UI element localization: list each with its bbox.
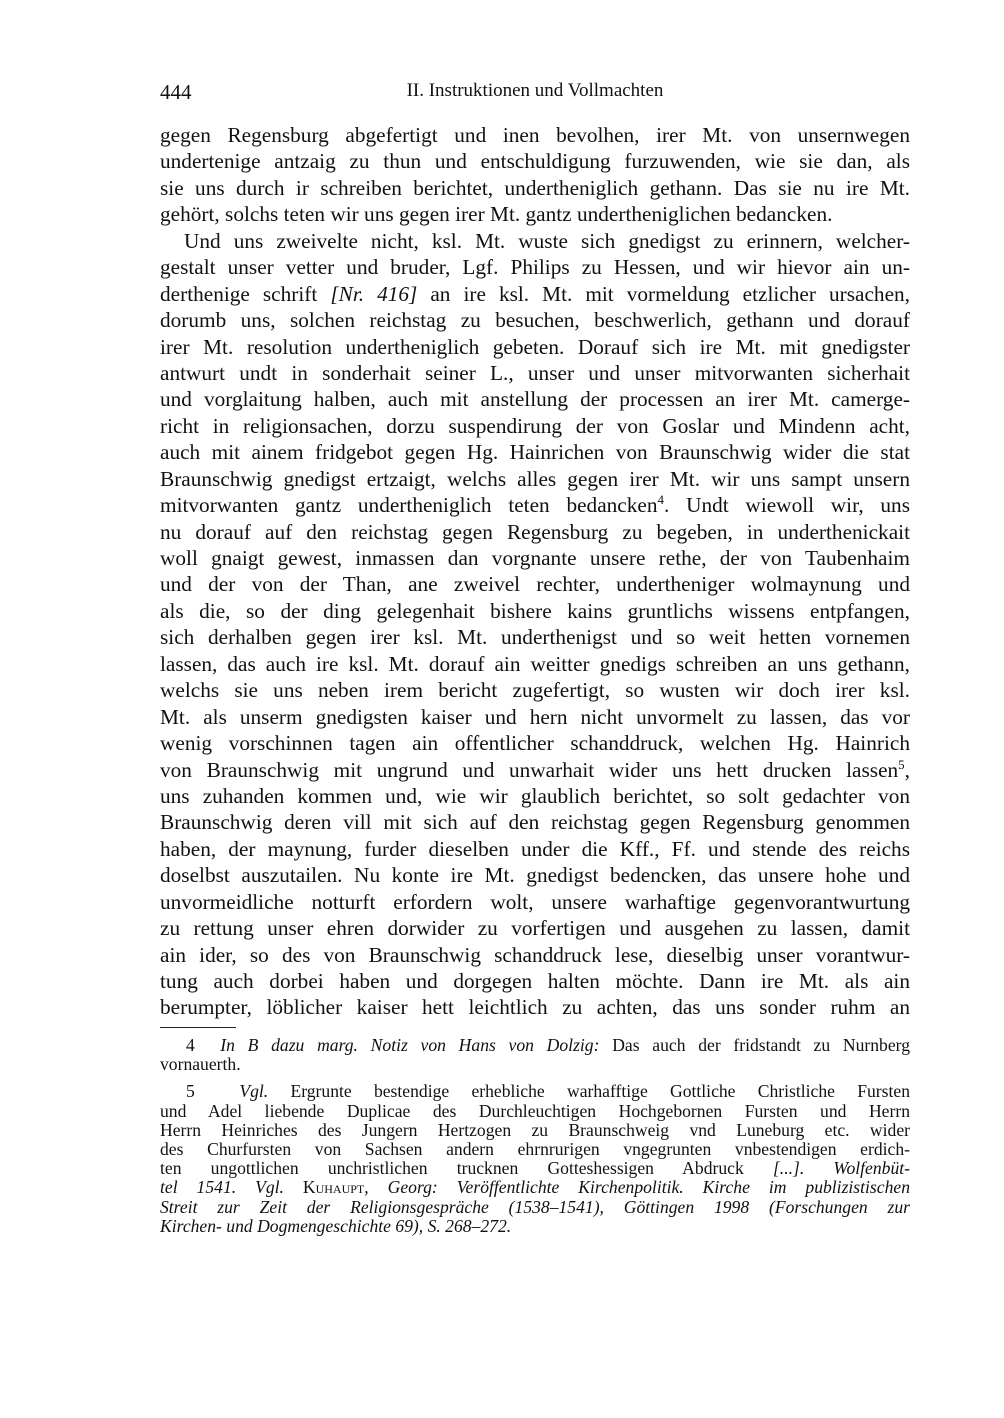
text-line: zu rettung unser ehren dorwider zu vorfertigen und ausgehen zu lassen, damit <box>160 916 910 941</box>
main-text <box>160 122 910 1021</box>
text-line: uns zuhanden kommen und, wie wir glaublich berichtet, so solt gedachter von <box>160 783 910 808</box>
text-line: unvormeidliche notturft erfordern wolt, unsere warhaftige gegenvorantwurtung <box>160 889 910 914</box>
footnote-text: ten ungottlichen unchristlichen trucknen Gotteshessigen Abdruck <box>160 1159 773 1179</box>
footnote-line <box>160 1178 910 1197</box>
text-line: gehört, solchs teten wir uns gegen irer Mt. gantz undertheniglichen bedancken. <box>160 202 833 227</box>
footnote-italic: [...]. Wolfenbüt- <box>772 1159 910 1179</box>
text-line: sie uns durch ir schreiben berichtet, undertheniglich gethann. Das sie nu ire Mt. <box>160 175 910 200</box>
text-line: derthenige schrift [Nr. 416] an ire ksl. Mt. mit vormeldung etzlicher ursachen, <box>160 281 910 306</box>
footnote-line <box>160 1198 910 1217</box>
footnote-line <box>160 1159 910 1178</box>
text-line: Und uns zweivelte nicht, ksl. Mt. wuste sich gnedigst zu erinnern, welcher- <box>184 228 910 253</box>
text-line: sich derhalben gegen irer ksl. Mt. underthenigst und so weit hetten vornemen <box>160 625 910 650</box>
text-line: dorumb uns, solchen reichstag zu besuchen, beschwerlich, gethann und dorauf <box>160 308 910 333</box>
footnote-5 <box>160 1082 910 1101</box>
footnote-line: des Churfursten von Sachsen andern ehrnrurigen vngegrunten vnbestendigen erdich- <box>160 1139 910 1159</box>
text-line: woll gnaigt gewest, inmassen dan vorgnante unsere rethe, der von Taubenhaim <box>160 546 910 570</box>
footnote-lead: In B dazu marg. Notiz von Hans von Dolzig: <box>220 1036 600 1055</box>
text-line: undertenige antzaig zu thun und entschuldigung furzuwenden, wie sie dan, als <box>160 149 910 174</box>
footnote-mark: 4 <box>186 1036 195 1055</box>
footnote-line: Herrn Heinriches des Jungern Hertzogen zu Braunschweig vnd Luneburg etc. wider <box>160 1120 910 1140</box>
text-line: lassen, das auch ire ksl. Mt. dorauf ain weitter gnedigs schreiben an uns gethann, <box>160 651 910 676</box>
text-line: auch mit ainem fridgebot gegen Hg. Hainrichen von Braunschwig wider die stat <box>160 440 910 465</box>
author-name: Kuhaupt <box>302 1178 365 1198</box>
footnote-text: Das auch der fridstandt zu Nurnberg <box>599 1036 910 1055</box>
text-line: nu dorauf auf den reichstag gegen Regensburg zu begeben, in underthenickait <box>160 519 910 544</box>
text-line: und vorglaitung halben, auch mit anstellung der processen an irer Mt. camerge- <box>160 387 910 412</box>
text-line: haben, der maynung, furder dieselben under die Kff., Ff. und stende des reichs <box>160 836 910 861</box>
page-number: 444 <box>160 80 192 104</box>
running-title: II. Instruktionen und Vollmachten <box>406 80 664 101</box>
footnote-italic: , Georg: Veröffentlichte Kirchenpolitik. Kirche im publizistischen <box>364 1178 910 1198</box>
text-line: als die, so der ding gelegenhait bishere kains gruntlichs wissens entpfangen, <box>160 598 910 623</box>
text-line: irer Mt. resolution undertheniglich gebeten. Dorauf sich ire Mt. mit gnedigster <box>160 334 910 359</box>
text-line: berumpter, löblicher kaiser hett leichtlich zu achten, das uns sonder ruhm an <box>160 995 910 1020</box>
text-line: von Braunschwig mit ungrund und unwarhait wider uns hett drucken lassen$^5$, <box>160 756 910 782</box>
footnote-line: vornauerth. <box>160 1055 241 1075</box>
text-line: doselbst auszutailen. Nu konte ire Mt. gnedigst bedencken, das unsere hohe und <box>160 863 910 888</box>
text-line: Braunschwig gnedigst ertzaigt, welchs alles gegen irer Mt. wir uns sampt unsern <box>160 466 910 491</box>
text-line: gegen Regensburg abgefertigt und inen bevolhen, irer Mt. von unsernwegen <box>160 123 910 147</box>
text-line: tung auch dorbei haben und dorgegen halten möchte. Dann ire Mt. als ain <box>160 969 910 993</box>
text-line: welchs sie uns neben irem bericht zugefertigt, so wusten wir doch irer ksl. <box>160 678 910 703</box>
footnote-line: und Adel liebende Duplicae des Durchleuchtigen Hochgebornen Fursten und Herrn <box>160 1101 910 1121</box>
footnote-text: Ergrunte bestendige erhebliche warhafftige Gottliche Christliche Fursten <box>268 1082 910 1102</box>
text-line: wenig vorschinnen tagen ain offentlicher schanddruck, welchen Hg. Hainrich <box>160 731 910 756</box>
footnote-line <box>160 1217 910 1236</box>
footnote-italic: tel 1541. Vgl. <box>160 1178 303 1198</box>
footnote-vgl: Vgl. <box>239 1082 269 1102</box>
text-line: gestalt unser vetter und bruder, Lgf. Philips zu Hessen, und wir hievor ain un- <box>160 255 910 280</box>
footnote-italic: Streit zur Zeit der Religionsgespräche (1538–1541), Göttingen 1998 (Forschungen zur <box>160 1197 910 1217</box>
text-line: antwurt undt in sonderhait seiner L., unser und unser mitvorwanten sicherhait <box>160 360 910 385</box>
text-line: Braunschwig deren vill mit sich auf den reichstag gegen Regensburg genommen <box>160 810 910 835</box>
text-line: und der von der Than, ane zweivel rechter, undertheniger wolmaynung und <box>160 572 910 597</box>
footnote-italic: Kirchen- und Dogmengeschichte 69), S. 268–272. <box>160 1216 512 1236</box>
text-line: ain ider, so des von Braunschwig schanddruck lese, dieselbig unser vorantwur- <box>160 942 910 967</box>
footnotes <box>160 1036 910 1236</box>
footnote-mark: 5 <box>186 1082 195 1102</box>
text-line: richt in religionsachen, dorzu suspendirung der von Goslar und Mindenn acht, <box>160 413 910 438</box>
footnote-separator <box>160 1027 236 1028</box>
footnote-4 <box>160 1036 910 1055</box>
page-header <box>160 80 910 108</box>
text-line: Mt. als unserm gnedigsten kaiser und hern nicht unvormelt zu lassen, das vor <box>160 704 910 729</box>
text-line: mitvorwanten gantz undertheniglich teten bedancken$^4$. Undt wiewoll wir, uns <box>160 492 910 518</box>
